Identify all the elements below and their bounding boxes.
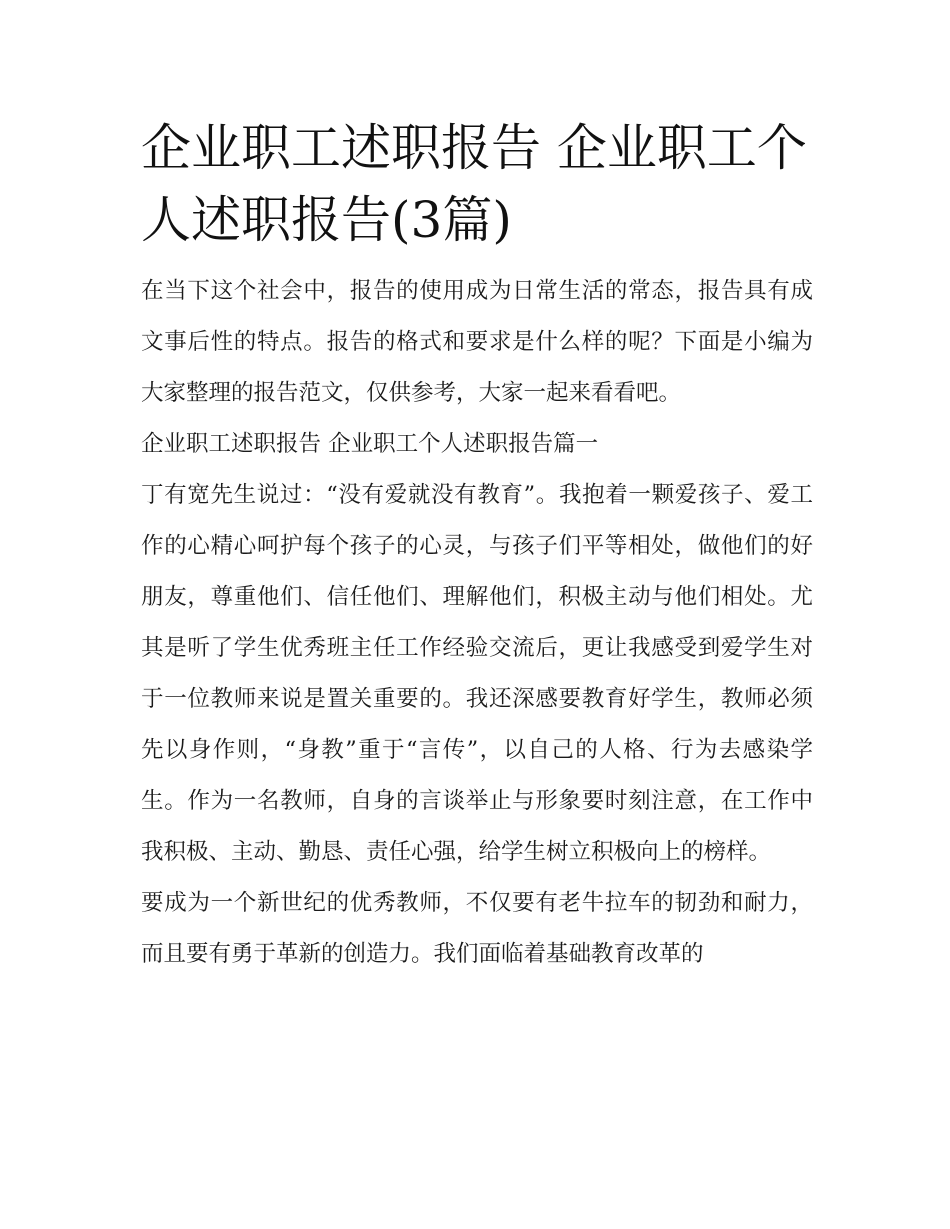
body-paragraph: 丁有宽先生说过：“没有爱就没有教育”。我抱着一颗爱孩子、爱工作的心精心呵护每个孩子的心灵，与孩子们平等相处，做他们的好朋友，尊重他们、信任他们、理解他们，积极主动与他们相处。尤其是听了学生优秀班主任工作经验交流后，更让我感受到爱学生对于一位教师来说是置关重要的。我还深感要教育好学生，教师必须先以身作则，“身教”重于“言传”，以自己的人格、行为去感染学生。作为一名教师，自身的言谈举止与形象要时刻注意，在工作中我积极、主动、勤恳、责任心强，给学生树立积极向上的榜样。: [141, 482, 813, 865]
section-heading: 企业职工述职报告 企业职工个人述职报告篇一: [141, 431, 599, 457]
intro-paragraph: 在当下这个社会中，报告的使用成为日常生活的常态，报告具有成文事后性的特点。报告的格式和要求是什么样的呢？下面是小编为大家整理的报告范文，仅供参考，大家一起来看看吧。: [141, 278, 813, 406]
document-body: [141, 112, 813, 980]
body-paragraph: 要成为一个新世纪的优秀教师，不仅要有老牛拉车的韧劲和耐力，而且要有勇于革新的创造力。我们面临着基础教育改革的: [141, 890, 813, 967]
document-title: 企业职工述职报告 企业职工个人述职报告(3篇): [141, 119, 807, 249]
